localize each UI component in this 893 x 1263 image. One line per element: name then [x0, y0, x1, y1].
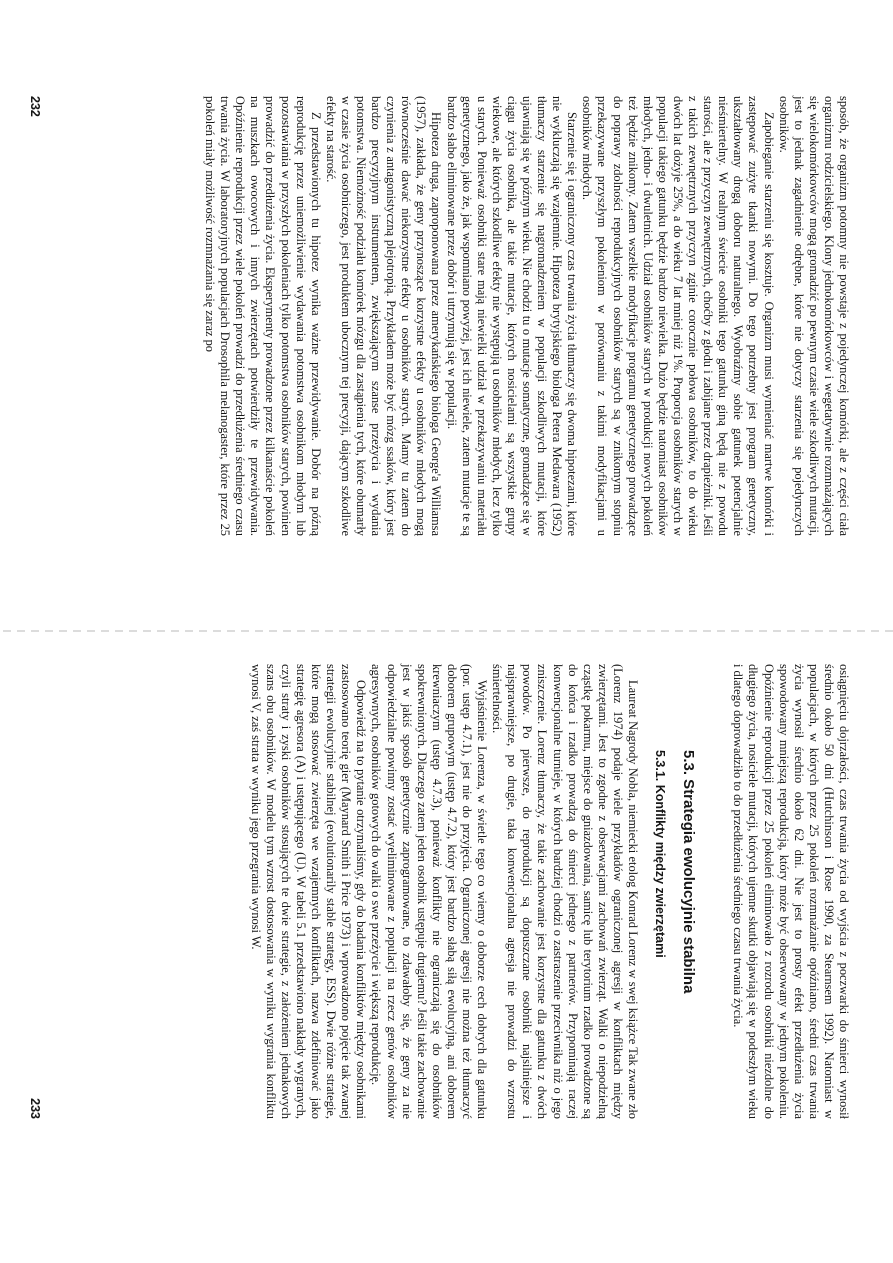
left-paragraph: Zapobieganie starzeniu się kosztuje. Organizm musi wymieniać martwe komórki i zastępować zużyte tkanki nowymi. Do tego potrzebny jest program genetyczny, ukształtowany drogą doboru naturalnego. Wyobraźmy sobie gatunek potencjalnie nieśmiertelny. W realnym świecie osobniki tego gatunku giną będą nie z powodu starości, ale z przyczyn zewnętrznych, choćby z głodu i zabijane przez drapieżniki. Jeśli z takich zewnętrznych przyczyn zginie corocznie połowa osobników, to do wieku dwóch lat dożyje 25%, a do wieku 7 lat mniej niż 1%. Proporcja osobników starych w populacji takiego gatunku będzie bardzo niewielka. Dużo będzie natomiast osobników młodych, jedno- i dwuletnich. Udział osobników starych w produkcji nowych pokoleń też będzie znikomy. Zatem wszelkie modyfikacje programu genetycznego prowadzące do poprawy zdolności reprodukcyjnych osobników starych są w znikomym stopniu przekazywane przyszłym pokoleniom w porównaniu z takimi modyfikacjami u osobników młodych.: [580, 96, 776, 536]
right-paragraph: Odpowiedź na to pytanie otrzymaliśmy, gdy do badania konfliktów między osobnikami zastosowano teorię gier (Maynard Smith i Price 1973) i wprowadzono pojęcie tak zwanej strategii ewolucyjnie stabilnej (evolutionarily stable strategy, ESS). Dwie różne strategie, które mogą stosować zwierzęta we wzajemnych konfliktach, nazwa zdefiniować jako strategię agresora (A) i ustępującego (U). W tabeli 5.1 przedstawiono nakłady wygranych, czyli straty i zyski osobników stosujących te dwie strategie, z założeniem jednakowych szans obu osobników. W modelu tym wzrost dostosowania w wyniku wygrania konfliktu wynosi V, zaś strata w wyniku jego przegrania wynosi W.: [248, 664, 369, 1119]
right-paragraph: Laureat Nagrody Nobla, niemiecki etolog Konrad Lorenz w swej książce Tak zwane zło (Lorenz 1974) podaje wiele przykładów ograniczonej agresji w konfliktach między zwierzętami. Jest to zgodne z obserwacjami zachowań zwierząt. Walki o niepodzielną cząstkę pokarmu, miejsce do gniazdowania, samicę lub terytorium rzadko prowadzone są do końca i rzadko prowadzą do śmierci jednego z partnerów. Przypominają raczej konwencjonalne turnieje, w których bardziej chodzi o zastraszenie przeciwnika niż o jego zniszczenie. Lorenz tłumaczy, że takie zachowanie jest korzystne dla gatunku z dwóch powodów. Po pierwsze, do reprodukcji są dopuszczane osobniki najsilniejsze i najsprawniejsze, po drugie, taka konwencjonalna agresja nie prowadzi do wzrostu śmiertelności.: [490, 664, 641, 1119]
left-page-text: [202, 96, 851, 536]
right-paragraph: osiągnięciu dojrzałości, czas trwania życia od wyjścia z poczwarki do śmierci wynosił średnio około 50 dni (Hutchinson i Rose 1990, za Stearnsem 1992). Natomiast w populacjach, w których przez 25 pokoleń rozmnażanie opóźniano, średni czas trwania życia wynosił średnio około 62 dni. Nie jest to prosty efekt przedłużenia życia spowodowany mniejszą reprodukcją, który może być obserwowany w jednym pokoleniu. Opóźnienie reprodukcji przez 25 pokoleń eliminowało z rozrodu osobniki niezdolne do długiego życia, nosiciele mutacji, których ujemne skutki objawiają się w podeszłym wieku i dlatego doprowadziło to do przedłużenia średniego czasu trwania życia.: [731, 664, 851, 1119]
right-page-text: [248, 664, 851, 1119]
right-page: [0, 632, 893, 1263]
page-number-left: 232: [28, 96, 42, 117]
left-page: [0, 0, 893, 631]
left-paragraph: Hipoteza druga, zaproponowana przez amerykańskiego biologa George'a Williamsa (1957), zakłada, że geny przynoszące korzystne efekty u osobników młodych mogą równocześnie dawać niekorzystne efekty u osobników starych. Mamy tu zatem do czynienia z antagonistyczną plejotropią. Przykładem może być mózg ssaków, który jest bardzo precyzyjnym instrumentem, zwiększającym szanse przeżycia i wydania potomstwa. Niemożność podziału komórek mózgu dla zastąpienia tych, które obumarły w czasie życia osobniczego, jest produktem ubocznym tej precyzji, dającym szkodliwe efekty na starość.: [323, 96, 444, 536]
left-paragraph: Starzenie się i ograniczony czas trwania życia tłumaczy się dwoma hipotezami, które nie wykluczają się wzajemnie. Hipoteza brytyjskiego biologa Petera Medawara (1952) tłumaczy starzenie się nagromadzeniem w populacji szkodliwych mutacji, które ujawniają się w późnym wieku. Nie chodzi tu o mutacje somatyczne, gromadzące się w ciągu życia osobnika, ale takie mutacje, których nosicielami są wszystkie grupy wiekowe, ale których szkodliwe efekty nie występują u osobników młodych, lecz tylko u starych. Ponieważ osobniki stare mają niewielki udział w przekazywaniu materiału genetycznego, jako że, jak wspomniano powyżej, jest ich niewiele, zatem mutacje te są bardzo słabo eliminowane przez dobór i utrzymują się w populacji.: [444, 96, 580, 536]
right-paragraph: Wyjaśnienie Lorenza, w świetle tego co wiemy o doborze cech dobrych dla gatunku (por. ustęp 4.7.1), jest nie do przyjęcia. Ograniczonej agresji nie można też tłumaczyć doborem grupowym (ustęp 4.7.2), który jest bardzo słabą siłą ewolucyjną, ani doborem krewniaczym (ustęp 4.7.3), ponieważ konflikty nie ograniczają się do osobników spokrewnionych. Dlaczego zatem jeden osobnik ustępuje drugiemu? Jeśli takie zachowanie jest w jakiś sposób genetycznie zaprogramowane, to zdawałoby się, że geny za nie odpowiedzialne powinny zostać wyeliminowane z populacji na rzecz genów osobników agresywnych, osobników gotowych do walki o swe przeżycie i większą reprodukcję.: [369, 664, 490, 1119]
left-paragraph: Z przedstawionych tu hipotez wynika ważne przewidywanie. Dobór na późną reprodukcję przez uniemożliwienie wydawania potomstwa osobnikom młodym lub pozostawiania w przyszłych pokoleniach tylko potomstwa osobników starych, powinien prowadzić do przedłużenia życia. Eksperymenty prowadzone przez kilkanaście pokoleń na muszkach owocowych i innych zwierzętach potwierdziły te przewidywania. Opóźnienie reprodukcji przez wiele pokoleń prowadzi do przedłużenia średniego czasu trwania życia. W laboratoryjnych populacjach Drosophila melanogaster, które przez 25 pokoleń miały możliwość rozmnażania się zaraz po: [203, 96, 323, 536]
left-paragraph: sposób, że organizm potomny nie powstaje z pojedynczej komórki, ale z części ciała organizmu rodzicielskiego. Klony jednokomórkowców i wegetatywnie rozmnażających się wielokomórkowców mogą gromadzić po pewnym czasie wiele szkodliwych mutacji, jest to jednak zagadnienie odrębne, które nie dotyczy starzenia się pojedynczych osobników.: [776, 96, 851, 536]
section-title: 5.3. Strategia ewolucyjnie stabilna: [680, 750, 698, 994]
page-number-right: 233: [28, 1098, 42, 1119]
subsection-title: 5.3.1. Konflikty między zwierzętami: [653, 750, 668, 958]
